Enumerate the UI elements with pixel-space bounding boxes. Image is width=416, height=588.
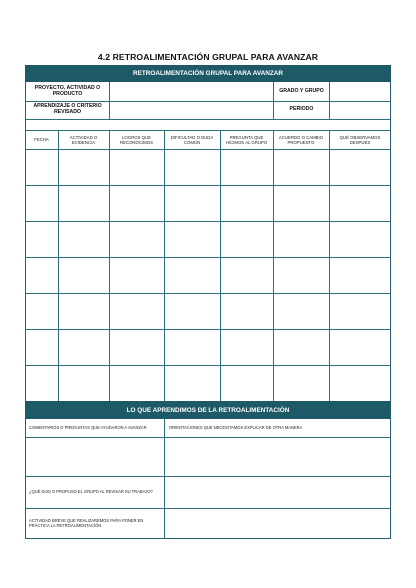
column-header-observed: QUÉ OBSERVAMOS DESPUÉS xyxy=(339,134,381,145)
table-cell-observed[interactable] xyxy=(330,294,391,329)
table-cell-achievements[interactable] xyxy=(110,222,164,257)
table-cell-achievements[interactable] xyxy=(110,294,164,329)
group-review-question-label: ¿QUÉ DIJO O PROPUSO EL GRUPO AL REVISAR SU TRABAJO? xyxy=(29,489,153,494)
column-header-date: FECHA xyxy=(34,137,49,143)
table-cell-activity[interactable] xyxy=(59,186,109,221)
table-cell-achievements[interactable] xyxy=(110,186,164,221)
table-cell-difficulty[interactable] xyxy=(165,294,220,329)
table-cell-question[interactable] xyxy=(221,294,273,329)
period-label: PERIODO xyxy=(289,106,314,113)
table-cell-achievements[interactable] xyxy=(110,330,164,365)
grade-group-label: GRADO Y GRUPO xyxy=(279,87,324,94)
explain-differently-field[interactable] xyxy=(165,438,390,475)
table-cell-activity[interactable] xyxy=(59,294,109,329)
table-cell-agreement[interactable] xyxy=(274,186,329,221)
table-cell-agreement[interactable] xyxy=(274,330,329,365)
period-field[interactable] xyxy=(330,102,390,118)
table-cell-activity[interactable] xyxy=(59,258,109,293)
table-cell-achievements[interactable] xyxy=(110,258,164,293)
learning-criterion-field[interactable] xyxy=(110,102,272,118)
table-cell-difficulty[interactable] xyxy=(165,222,220,257)
table-cell-date[interactable] xyxy=(26,330,58,365)
group-review-field[interactable] xyxy=(165,477,390,507)
table-cell-activity[interactable] xyxy=(59,366,109,401)
table-cell-agreement[interactable] xyxy=(274,366,329,401)
table-cell-observed[interactable] xyxy=(330,222,391,257)
practice-activity-field[interactable] xyxy=(165,509,390,538)
table-cell-observed[interactable] xyxy=(330,366,391,401)
table-cell-difficulty[interactable] xyxy=(165,186,220,221)
column-header-agreement: ACUERDO O CAMBIO PROPUESTO xyxy=(278,134,324,145)
helpful-comments-field[interactable] xyxy=(26,438,163,475)
table-cell-question[interactable] xyxy=(221,330,273,365)
table-cell-agreement[interactable] xyxy=(274,294,329,329)
helpful-comments-label: COMENTARIOS O PREGUNTAS QUE AYUDARON A AVANZAR xyxy=(29,425,147,430)
table-cell-activity[interactable] xyxy=(59,222,109,257)
table-cell-achievements[interactable] xyxy=(110,366,164,401)
table-cell-date[interactable] xyxy=(26,294,58,329)
table-cell-observed[interactable] xyxy=(330,150,391,185)
table-cell-observed[interactable] xyxy=(330,258,391,293)
table-cell-agreement[interactable] xyxy=(274,150,329,185)
table-cell-achievements[interactable] xyxy=(110,150,164,185)
table-cell-agreement[interactable] xyxy=(274,222,329,257)
section-feedback-header: RETROALIMENTACIÓN GRUPAL PARA AVANZAR xyxy=(25,65,391,82)
table-cell-date[interactable] xyxy=(26,222,58,257)
table-cell-date[interactable] xyxy=(26,150,58,185)
table-cell-agreement[interactable] xyxy=(274,258,329,293)
table-cell-difficulty[interactable] xyxy=(165,366,220,401)
table-cell-question[interactable] xyxy=(221,150,273,185)
table-cell-difficulty[interactable] xyxy=(165,150,220,185)
project-field[interactable] xyxy=(110,83,272,100)
column-header-question: PREGUNTA QUE HICIMOS AL GRUPO xyxy=(225,134,268,145)
table-cell-question[interactable] xyxy=(221,366,273,401)
table-cell-difficulty[interactable] xyxy=(165,330,220,365)
column-header-difficulty: DIFICULTAD O DUDA COMÚN xyxy=(170,134,214,145)
page-title: 4.2 RETROALIMENTACIÓN GRUPAL PARA AVANZAR xyxy=(97,52,319,62)
table-cell-observed[interactable] xyxy=(330,330,391,365)
column-header-activity: ACTIVIDAD O EVIDENCIA xyxy=(69,134,98,145)
table-cell-activity[interactable] xyxy=(59,150,109,185)
table-cell-date[interactable] xyxy=(26,366,58,401)
column-header-achievements: LOGROS QUE RECONOCIMOS xyxy=(120,134,153,145)
table-cell-question[interactable] xyxy=(221,186,273,221)
grade-group-field[interactable] xyxy=(330,83,390,100)
table-cell-question[interactable] xyxy=(221,222,273,257)
table-cell-date[interactable] xyxy=(26,186,58,221)
project-label: PROYECTO, ACTIVIDAD O PRODUCTO xyxy=(34,84,101,97)
table-cell-observed[interactable] xyxy=(330,186,391,221)
explain-differently-label: ORIENTACIONES QUE NECESITAMOS EXPLICAR DE OTRA MANERA xyxy=(169,425,303,430)
practice-activity-label: ACTIVIDAD BREVE QUE REALIZAREMOS PARA PONER EN PRÁCTICA LA RETROALIMENTACIÓN xyxy=(29,518,144,529)
table-cell-activity[interactable] xyxy=(59,330,109,365)
table-cell-difficulty[interactable] xyxy=(165,258,220,293)
table-cell-date[interactable] xyxy=(26,258,58,293)
section-learned-header: LO QUE APRENDIMOS DE LA RETROALIMENTACIÓN xyxy=(25,401,391,419)
table-cell-question[interactable] xyxy=(221,258,273,293)
learning-criterion-label: APRENDIZAJE O CRITERIO REVISADO xyxy=(33,103,102,115)
